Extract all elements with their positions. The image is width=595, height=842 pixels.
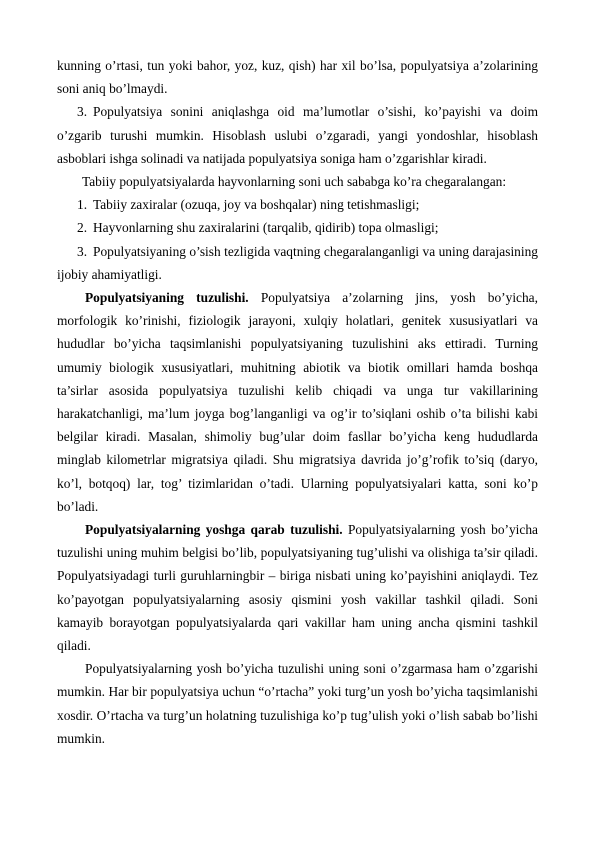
- list-number: 1.: [77, 197, 88, 213]
- section-heading: Populyatsiyaning tuzulishi.: [85, 290, 249, 306]
- limit-item-1: [57, 193, 538, 216]
- final-paragraph: Populyatsiyalarning yosh bo’yicha tuzulishi uning soni o’zgarmasa ham o’zgarishi mumkin. Har bir populyatsiya uchun “o’rtacha” yoki turg’un yosh bo’yicha taqsimlanishi xosdir. O’rtacha va turg’un holatning tuzulishiga ko’p tug’ulish yoki o’lish sabab bo’lishi mumkin.: [57, 661, 538, 746]
- list-item-text: Hayvonlarning shu zaxiralarini (tarqalib, qidirib) topa olmasligi;: [93, 220, 439, 236]
- limit-item-3: [57, 240, 538, 286]
- paragraph-continuation: kunning o’rtasi, tun yoki bahor, yoz, kuz, qish) har xil bo’lsa, populyatsiya a’zolarining soni aniq bo’lmaydi.: [57, 58, 538, 97]
- age-structure-paragraph: [57, 518, 538, 657]
- section-heading: Populyatsiyalarning yoshga qarab tuzulishi.: [85, 522, 343, 538]
- list-item-3: [57, 100, 538, 170]
- limits-intro-paragraph: Tabiiy populyatsiyalarda hayvonlarning soni uch sababga ko’ra chegaralangan:: [82, 174, 507, 190]
- structure-paragraph: [57, 286, 538, 518]
- list-item-text: Populyatsiyaning o’sish tezligida vaqtning chegaralanganligi va uning darajasining ijobiy ahamiyatligi.: [57, 243, 538, 282]
- paragraph-text: Populyatsiyalarning yosh bo’yicha tuzulishi uning muhim belgisi bo’lib, populyatsiyaning tug’ulishi va olishiga ta’sir qiladi. Populyatsiyadagi turli guruhlarningbir – biriga nisbati uning ko’payishini aniqlaydi. Tez ko’payotgan populyatsiyalarning asosiy qismini yosh vakillar tashkil qiladi. Soni kamayib borayotgan populyatsiyalarda qari vakillar ham uning ancha qismini tashkil qiladi.: [57, 522, 538, 654]
- limit-item-2: [57, 216, 538, 239]
- list-number: 3.: [77, 243, 88, 259]
- list-item-text: Tabiiy zaxiralar (ozuqa, joy va boshqalar) ning tetishmasligi;: [93, 197, 420, 213]
- document-page: [57, 54, 538, 750]
- list-number: 2.: [77, 220, 88, 236]
- paragraph-text: Populyatsiya a’zolarning jins, yosh bo’yicha, morfologik ko’rinishi, fiziologik jarayoni, xulqiy holatlari, genitek xususiyatlari va hududlar bo’yicha taqsimlanishi populyatsiyaning tuzulishini aks ettiradi. Turning umumiy biologik xususiyatlari, muhitning abiotik va biotik omillari hamda boshqa ta’sirlar asosida populyatsiya tuzulishi kelib chiqadi va unga tur vakillarining harakatchanligi, ma’lum joyga bog’langanligi va og’ir to’siqlani oshib o’ta bilishi kabi belgilar kiradi. Masalan, shimoliy bug’ular doim fasllar bo’yicha keng hududlarda minglab kilometrlar migratsiya qiladi. Shu migratsiya davrida jo’g’rofik to’siq (daryo, ko’l, botqoq) lar, tog’ tizimlaridan o’tadi. Ularning populyatsiyalari katta, soni ko’p bo’ladi.: [57, 290, 538, 514]
- list-number: 3.: [77, 104, 88, 120]
- list-item-text: Populyatsiya sonini aniqlashga oid ma’lumotlar o’sishi, ko’payishi va doim o’zgarib turushi mumkin. Hisoblash uslubi o’zgaradi, yangi yondoshlar, hisoblash asboblari ishga solinadi va natijada populyatsiya soniga ham o’zgarishlar kiradi.: [57, 104, 538, 166]
